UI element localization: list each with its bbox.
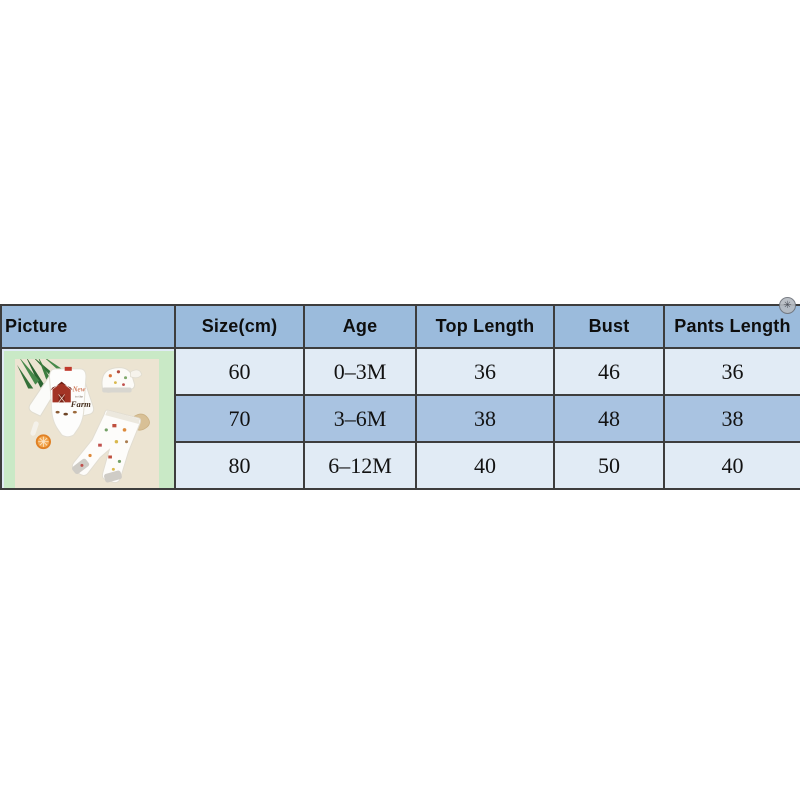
watermark-glyph: ✳	[783, 299, 792, 311]
cell-bust: 48	[554, 395, 664, 442]
header-cell-picture: Picture	[1, 305, 175, 348]
cell-bust: 50	[554, 442, 664, 489]
watermark-icon	[779, 297, 796, 314]
orange-slice-toy	[30, 421, 51, 449]
cell-bust: 46	[554, 348, 664, 395]
romper-text-line1: New	[72, 385, 86, 394]
header-cell-top-length: Top Length	[416, 305, 554, 348]
cell-top-length: 40	[416, 442, 554, 489]
size-chart-table	[0, 304, 800, 490]
product-photo	[15, 359, 159, 488]
picture-cell	[1, 348, 175, 489]
cell-size: 70	[175, 395, 304, 442]
table-row-size-60	[1, 348, 800, 395]
cell-age: 6–12M	[304, 442, 416, 489]
cell-size: 60	[175, 348, 304, 395]
cell-age: 3–6M	[304, 395, 416, 442]
header-cell-pants-length: Pants Length	[664, 305, 800, 348]
header-cell-age: Age	[304, 305, 416, 348]
photo-green-backdrop	[4, 351, 174, 488]
cell-size: 80	[175, 442, 304, 489]
romper-text-line2: to the	[74, 394, 84, 399]
romper-text-line3: Farm	[70, 399, 91, 410]
baby-hat	[102, 368, 142, 393]
header-cell-size: Size(cm)	[175, 305, 304, 348]
header-cell-bust: Bust	[554, 305, 664, 348]
baby-outfit-illustration	[15, 359, 159, 488]
cell-pants-length: 38	[664, 395, 800, 442]
cell-top-length: 36	[416, 348, 554, 395]
table-header-row	[1, 305, 800, 348]
cell-pants-length: 40	[664, 442, 800, 489]
cell-pants-length: 36	[664, 348, 800, 395]
cell-age: 0–3M	[304, 348, 416, 395]
collar-tag	[65, 367, 72, 371]
cell-top-length: 38	[416, 395, 554, 442]
